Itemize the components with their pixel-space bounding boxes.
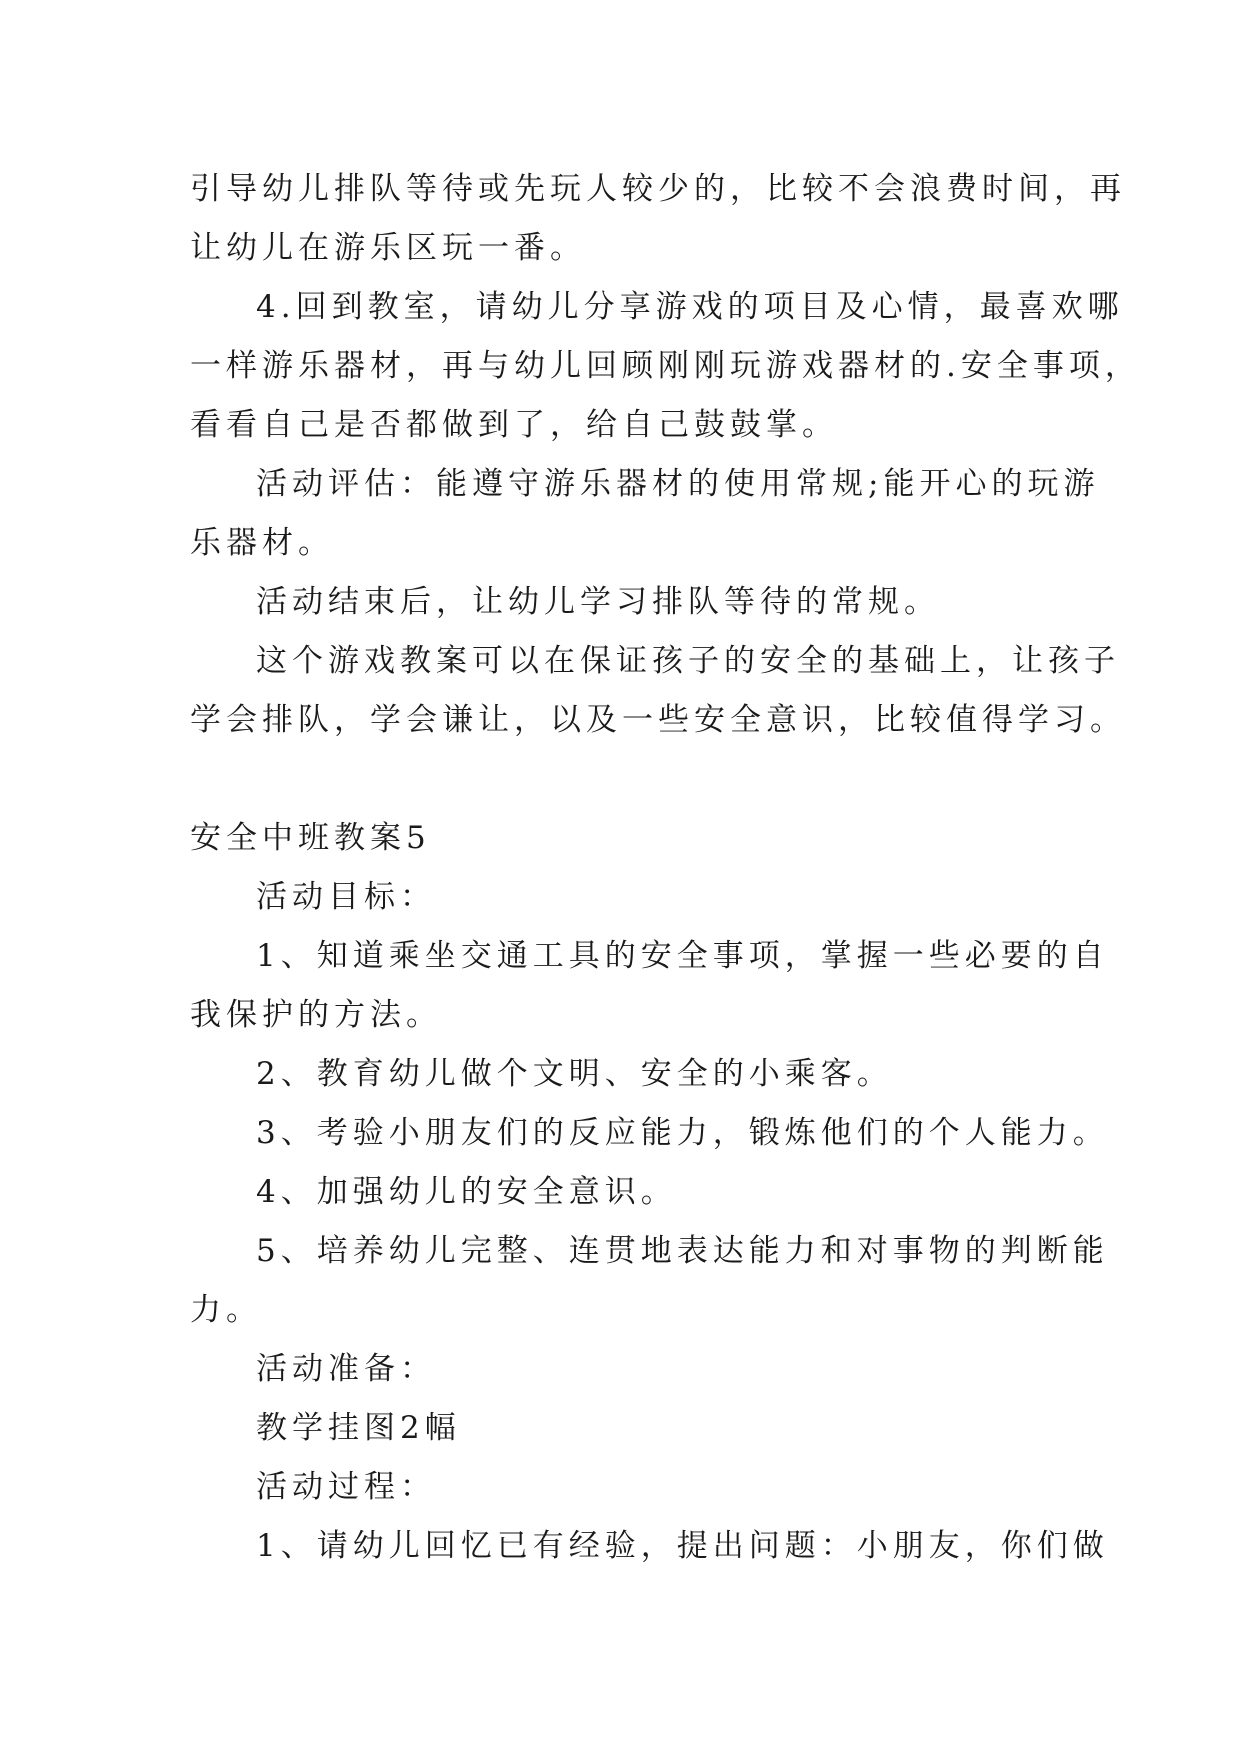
text-line: 看看自己是否都做到了，给自己鼓鼓掌。 [190,407,838,443]
document-body [190,160,1141,1576]
text-line: 1、知道乘坐交通工具的安全事项，掌握一些必要的自 [256,938,1109,974]
text-line: 活动过程： [256,1469,436,1505]
text-line: 一样游乐器材，再与幼儿回顾刚刚玩游戏器材的.安全事项， [190,348,1141,384]
text-line: 1、请幼儿回忆已有经验，提出问题：小朋友，你们做 [256,1528,1109,1564]
text-line: 4、加强幼儿的安全意识。 [256,1174,677,1210]
text-line: 乐器材。 [190,525,334,561]
text-line: 活动评估：能遵守游乐器材的使用常规;能开心的玩游 [256,466,1100,502]
paragraph-activity-goals-heading [190,868,1060,927]
paragraph-preparation-heading [190,1340,1060,1399]
paragraph-goal-5 [190,1222,1109,1340]
text-line: 5、培养幼儿完整、连贯地表达能力和对事物的判断能 [256,1233,1109,1269]
paragraph-summary [190,632,1126,750]
text-line: 活动结束后，让幼儿学习排队等待的常规。 [256,584,940,620]
paragraph-goal-1 [190,927,1109,1045]
text-line: 让幼儿在游乐区玩一番。 [190,230,586,266]
text-line: 活动目标： [256,879,436,915]
text-line: 我保护的方法。 [190,997,442,1033]
section-title [190,809,1060,868]
text-line: 4.回到教室，请幼儿分享游戏的项目及心情，最喜欢哪 [256,289,1124,325]
text-line: 活动准备： [256,1351,436,1387]
text-line: 这个游戏教案可以在保证孩子的安全的基础上，让孩子 [256,643,1120,679]
text-line: 引导幼儿排队等待或先玩人较少的，比较不会浪费时间，再 [190,171,1126,207]
section-title-text: 安全中班教案5 [190,820,431,856]
paragraph-activity-evaluation [190,455,1100,573]
paragraph-return-classroom [190,278,1141,455]
text-line: 力。 [190,1292,262,1328]
text-line: 学会排队，学会谦让，以及一些安全意识，比较值得学习。 [190,702,1126,738]
paragraph-after-activity [190,573,1060,632]
paragraph-preparation-item [190,1399,1060,1458]
paragraph-goal-4 [190,1163,1060,1222]
text-line: 3、考验小朋友们的反应能力，锻炼他们的个人能力。 [256,1115,1109,1151]
paragraph-process-step-1 [190,1517,1109,1576]
text-line: 2、教育幼儿做个文明、安全的小乘客。 [256,1056,893,1092]
paragraph-queue-guidance [190,160,1126,278]
paragraph-process-heading [190,1458,1060,1517]
paragraph-goal-3 [190,1104,1109,1163]
text-line: 教学挂图2幅 [256,1410,461,1446]
paragraph-goal-2 [190,1045,1060,1104]
